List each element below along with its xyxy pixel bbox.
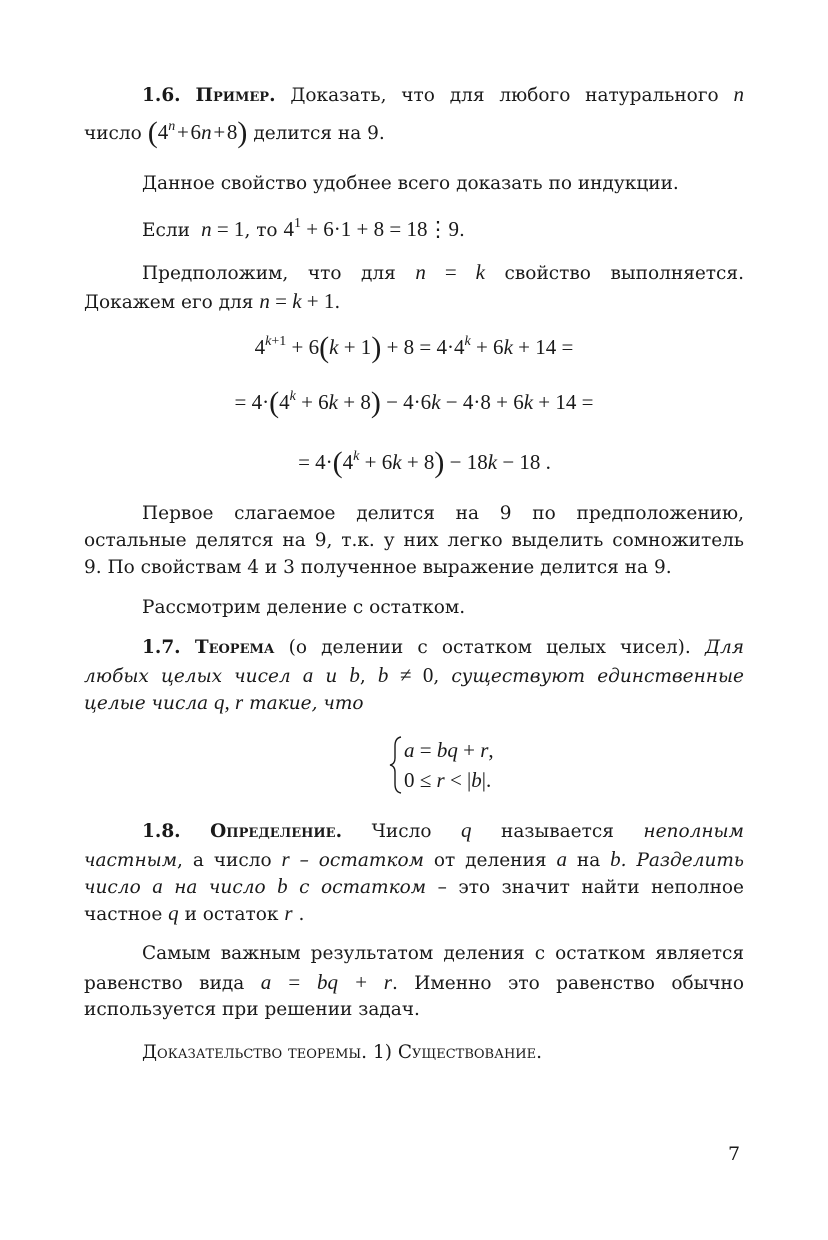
text: частным	[84, 850, 178, 871]
var-n: n	[733, 82, 744, 106]
conclusion-line1: Первое слагаемое делится на 9 по предположению,	[142, 503, 744, 524]
text: Для	[704, 637, 745, 658]
result-line3: используется при решении задач.	[84, 999, 420, 1020]
text: (о делении с остатком целых чисел).	[288, 637, 691, 658]
var-r: r	[284, 901, 293, 925]
text: частное	[84, 904, 163, 925]
text: Предположим,	[142, 263, 289, 284]
var-b: b	[349, 663, 360, 687]
text: называется	[501, 821, 614, 842]
system-eq-1: a = bq + r,	[404, 738, 494, 762]
text: , то	[244, 220, 278, 241]
text: Докажем его для	[84, 292, 254, 313]
formula-4n-6n-8: ($4^n$ + 6n + 8)	[147, 116, 248, 149]
text: , а число	[177, 850, 272, 871]
section-number: 1.6.	[142, 85, 181, 106]
example-heading: Пример.	[195, 85, 276, 106]
text: .	[459, 220, 465, 241]
system-eq-2: 0 ≤ r < |b|.	[404, 768, 492, 792]
text: – это значит найти неполное	[437, 877, 744, 898]
text: на	[576, 850, 601, 871]
text: любых целых чисел	[84, 666, 291, 687]
proof-label: Доказательство теоремы.	[142, 1042, 368, 1063]
definition-heading: Определение.	[210, 821, 343, 842]
section-number: 1.7.	[142, 637, 181, 658]
theorem-heading: Теорема	[194, 637, 275, 658]
text: Если	[142, 220, 190, 241]
theorem-1-7-line3	[84, 688, 744, 716]
text: .	[298, 904, 305, 925]
definition-1-8-line4	[84, 899, 744, 927]
text: неполным	[643, 821, 744, 842]
text: и остаток	[184, 904, 279, 925]
text: . Разделить	[620, 850, 744, 871]
paragraph-division: Рассмотрим деление с остатком.	[142, 597, 466, 618]
definition-1-8-line1	[142, 816, 744, 844]
equation-line-2: = $4\cdot(4^k + 6k + 8) - 4\cdot 6k - 4\cdot 8 + 6k + 14$ =	[234, 386, 594, 419]
text: равенство	[556, 973, 655, 994]
section-number: 1.8.	[142, 821, 181, 842]
condition-n-eq-1: n = 1	[201, 217, 245, 241]
example-text: Доказать, что для любого натурального	[290, 85, 719, 106]
text: Число	[371, 821, 432, 842]
text: равенство	[84, 973, 183, 994]
var-a: a	[302, 663, 314, 687]
text: целые числа	[84, 693, 209, 714]
example-1-6-line1	[142, 80, 744, 108]
definition-1-8-line3	[84, 872, 744, 900]
text: . Именно	[391, 973, 492, 994]
result-line2	[84, 968, 744, 996]
example-text: делится на 9.	[253, 123, 385, 144]
paragraph-induction: Данное свойство удобнее всего доказать по индукции.	[142, 173, 679, 194]
formula-base-case: $4^1 + 6\cdot 1 + 8$ = 18⋮9	[283, 216, 459, 241]
text: это	[507, 973, 540, 994]
text: и	[325, 666, 338, 687]
text: обычно	[671, 973, 745, 994]
text: существуют единственные	[451, 666, 744, 687]
example-text: число	[84, 123, 142, 144]
condition-n-eq-k-plus-1: n = k + 1	[259, 289, 335, 313]
base-case-line	[142, 215, 744, 243]
left-brace-icon	[389, 736, 403, 794]
var-a: a	[556, 847, 567, 871]
text: на число	[174, 877, 266, 898]
equation-line-3: = $4\cdot(4^k + 6k + 8) - 18k - 18$ .	[277, 446, 551, 479]
text: свойство	[504, 263, 591, 284]
text: вида	[199, 973, 245, 994]
var-r: r	[281, 847, 290, 871]
equation-line-1: $4^{k+1} + 6(k + 1) + 8 = 4\cdot 4^k + 6k + 14$ =	[254, 331, 574, 364]
result-line1: Самым важным результатом деления с остатком является	[142, 943, 744, 964]
text: от деления	[433, 850, 547, 871]
var-a: a	[152, 874, 163, 898]
vars-q-r: q, r	[214, 690, 244, 714]
text: число	[84, 877, 141, 898]
example-1-6-line2	[84, 116, 744, 149]
text: такие, что	[249, 693, 364, 714]
theorem-1-7-line2: любых целых чисел a и b, b ≠ 0, существуют единственные	[84, 663, 744, 687]
proof-item: 1) Существование.	[372, 1042, 542, 1063]
condition-n-eq-k: n = k	[415, 260, 485, 284]
conclusion-line3: 9. По свойствам 4 и 3 полученное выражение делится на 9.	[84, 557, 672, 578]
var-b: b	[610, 847, 621, 871]
page-number: 7	[728, 1143, 741, 1165]
text: с остатком	[299, 877, 427, 898]
hypothesis-line2	[84, 287, 744, 315]
text: – остатком	[299, 850, 424, 871]
text: что	[307, 263, 342, 284]
conclusion-line2: остальные делятся на 9, т.к. у них легко выделить сомножитель	[84, 530, 744, 551]
text: для	[361, 263, 396, 284]
condition-b-ne-0: b ≠ 0	[377, 663, 434, 687]
var-q: q	[461, 818, 472, 842]
text: выполняется.	[610, 263, 744, 284]
theorem-1-7-line1	[142, 634, 744, 662]
proof-heading	[142, 1039, 744, 1067]
text: .	[334, 292, 341, 313]
var-b: b	[277, 874, 288, 898]
definition-1-8-line2	[84, 845, 744, 873]
hypothesis-line1	[142, 258, 744, 286]
var-q: q	[168, 901, 179, 925]
formula-a-bq-r: a = bq + r	[260, 970, 392, 994]
